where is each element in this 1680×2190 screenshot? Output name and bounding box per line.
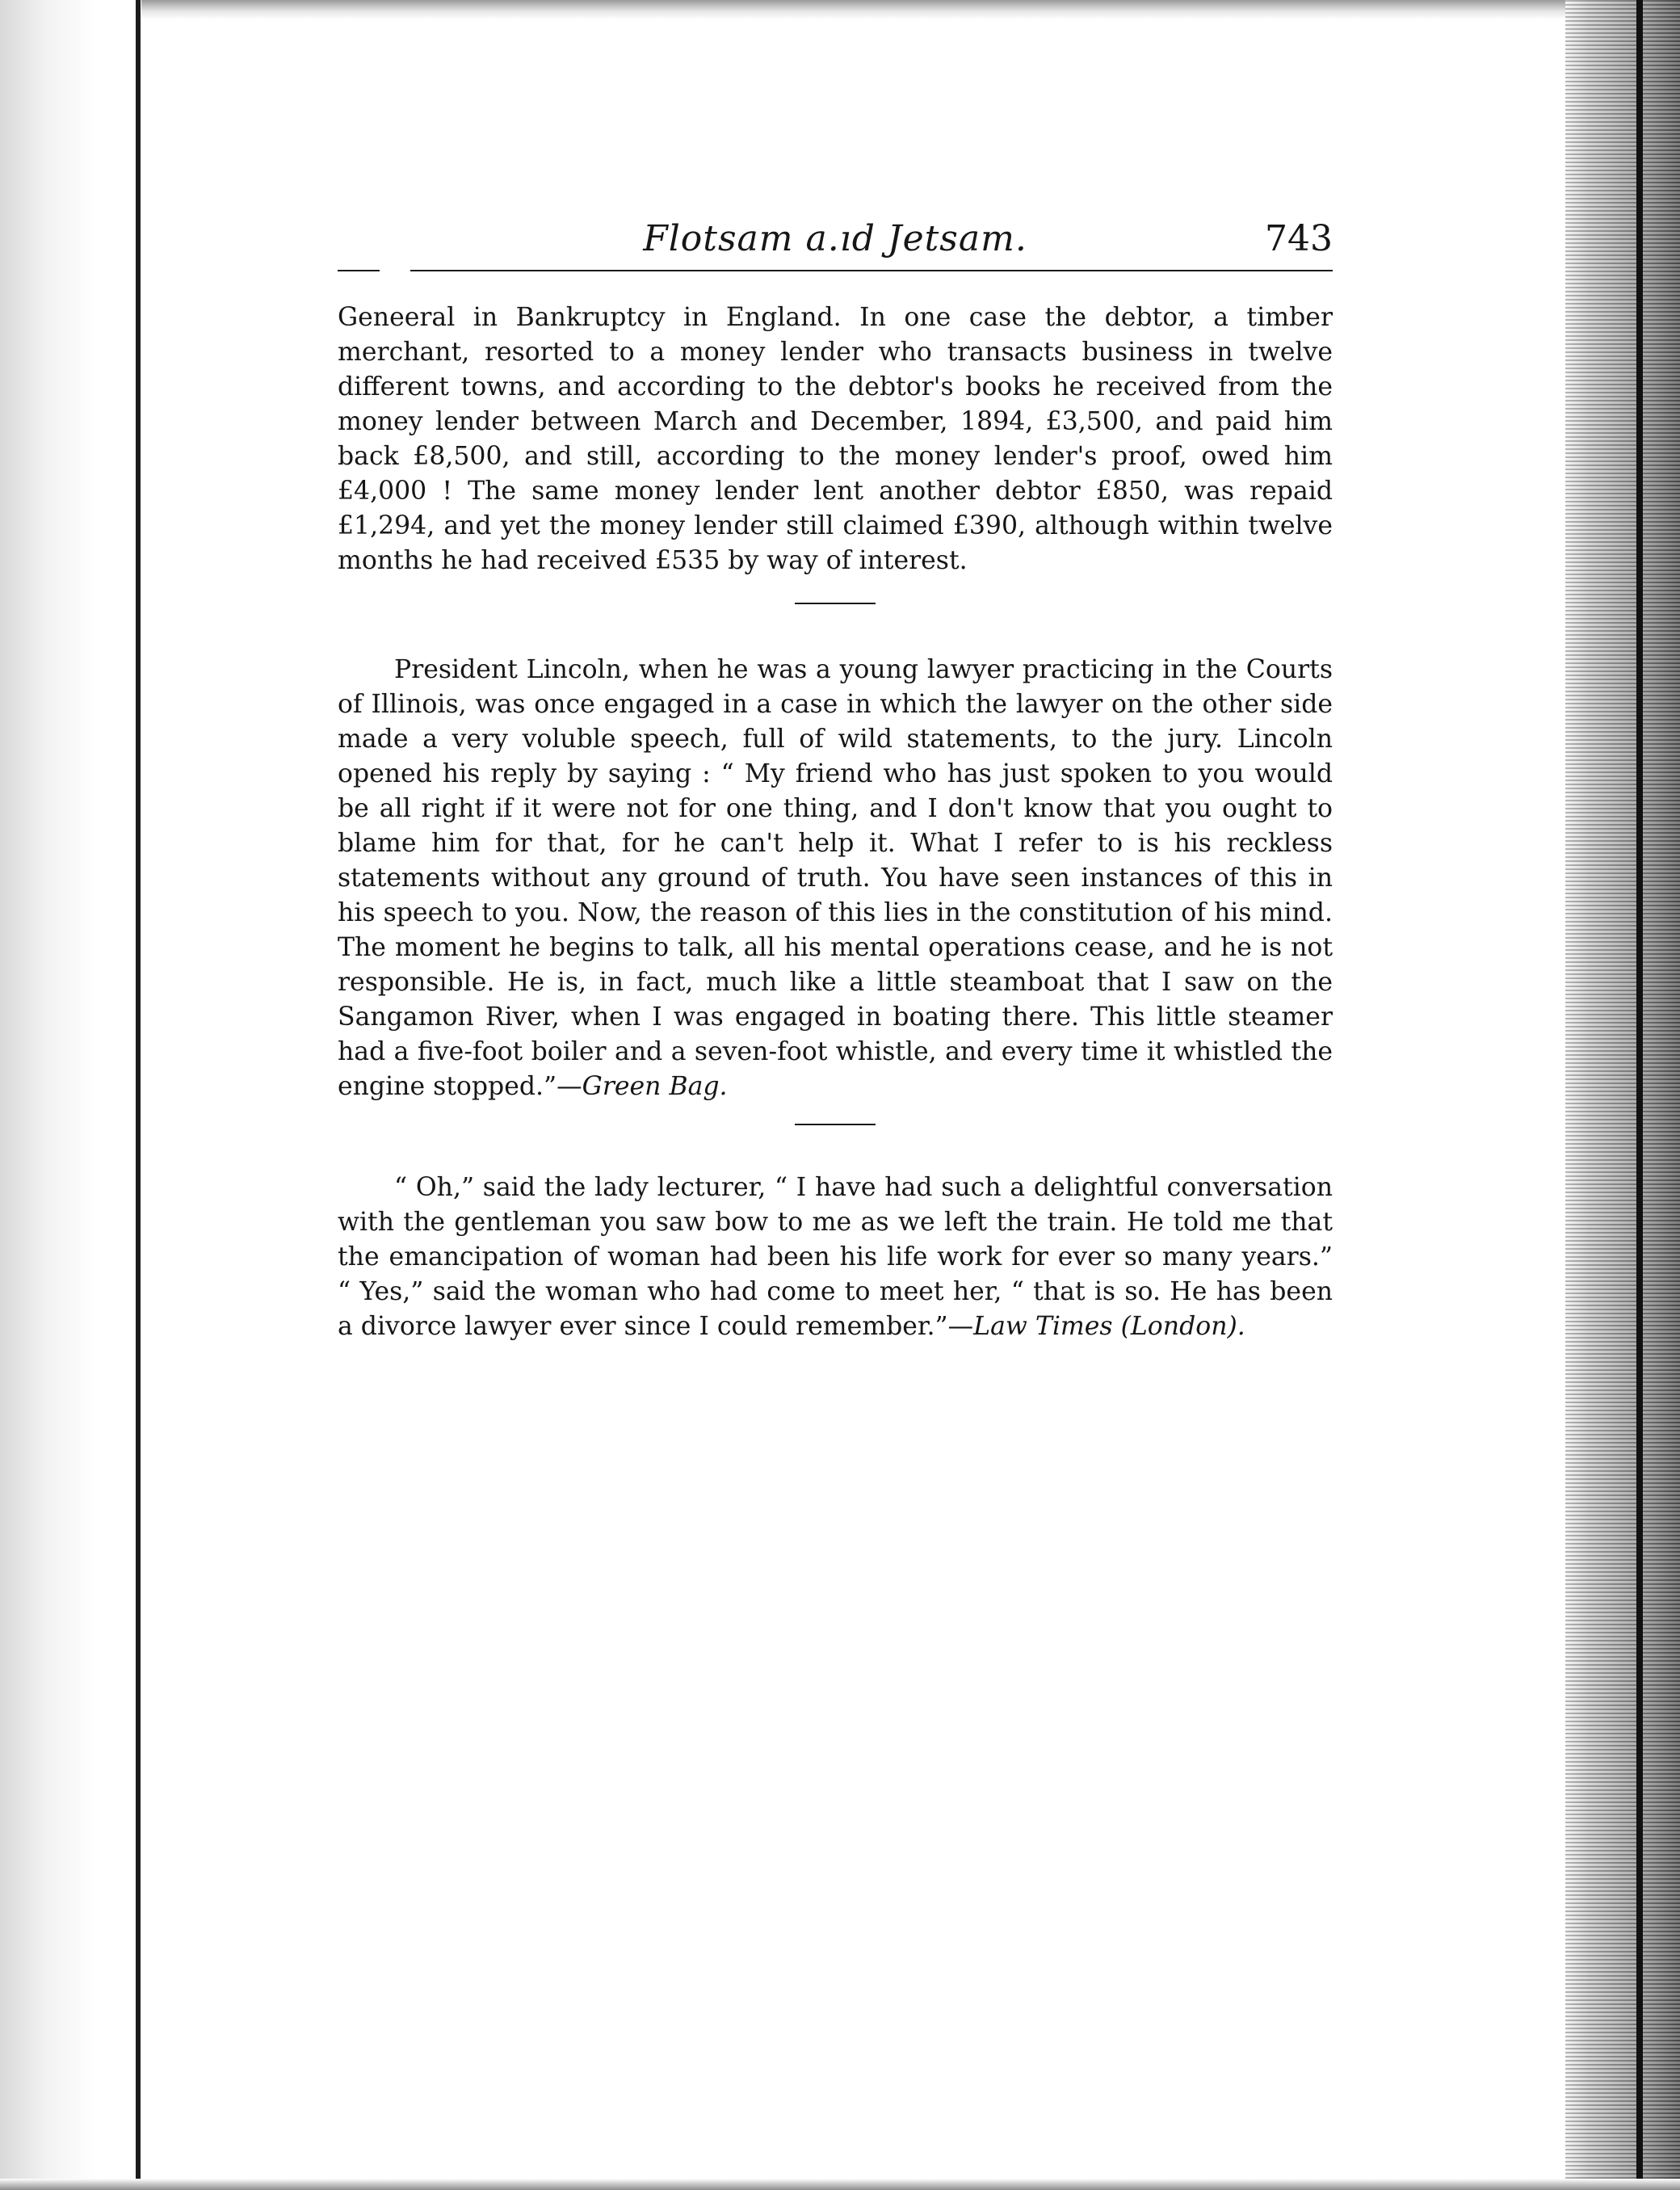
body-text — [338, 301, 1333, 1344]
source-citation: Law Times (London). — [973, 1312, 1245, 1341]
paragraph-text: “ Oh,” said the lady lecturer, “ I have had such a delightful conversation with the gentleman you saw bow to me as we left the train. He told me that the emancipation of woman had been his life work for ever so many years.” “ Yes,” said the woman who had come to meet her, “ that is so. He has been a divorce lawyer ever since I could remember.”— — [338, 1173, 1333, 1341]
page-right-edge — [1565, 0, 1680, 2190]
page-bottom-edge — [0, 2179, 1680, 2190]
paragraph-text: President Lincoln, when he was a young lawyer practicing in the Courts of Illinois, was once engaged in a case in which the lawyer on the other side made a very voluble speech, full of wild statements, to the jury. Lincoln opened his reply by saying : “ My friend who has just spoken to you would be all right if it were not for one thing, and I don't know that you ought to blame him for that, for he can't help it. What I refer to is his reckless statements without any ground of truth. You have seen instances of this in his speech to you. Now, the reason of this lies in the constitution of his mind. The moment he begins to talk, all his mental operations cease, and he is not responsible. He is, in fact, much like a little steamboat that I saw on the Sangamon River, when I was engaged in boating there. This little steamer had a five-foot boiler and a seven-foot whistle, and every time it whistled the engine stopped.”— — [338, 655, 1333, 1101]
source-citation: Green Bag. — [582, 1072, 728, 1101]
page-number: 743 — [1265, 218, 1333, 259]
running-title: Flotsam a.ıd Jetsam. — [643, 218, 1027, 259]
section-separator — [795, 603, 876, 604]
paragraph-bankruptcy — [338, 301, 1333, 578]
section-separator — [795, 1124, 876, 1125]
book-page — [338, 218, 1333, 1344]
header-rule — [410, 270, 1333, 271]
paragraph-text: Geneeral in Bankruptcy in England. In one case the debtor, a timber merchant, resorted to a money lender who transacts business in twelve different towns, and according to the debtor's books he received from the money lender between March and December, 1894, £3,500, and paid him back £8,500, and still, according to the money lender's proof, owed him £4,000 ! The same money lender lent another debtor £850, was repaid £1,294, and yet the money lender still claimed £390, although within twelve months he had received £535 by way of interest. — [338, 303, 1333, 575]
paragraph-lady-lecturer — [338, 1171, 1333, 1344]
header-rule-short — [338, 270, 380, 271]
running-head — [338, 218, 1333, 268]
paragraph-lincoln — [338, 653, 1333, 1104]
page-top-edge — [0, 0, 1680, 19]
page-left-edge — [0, 0, 141, 2190]
